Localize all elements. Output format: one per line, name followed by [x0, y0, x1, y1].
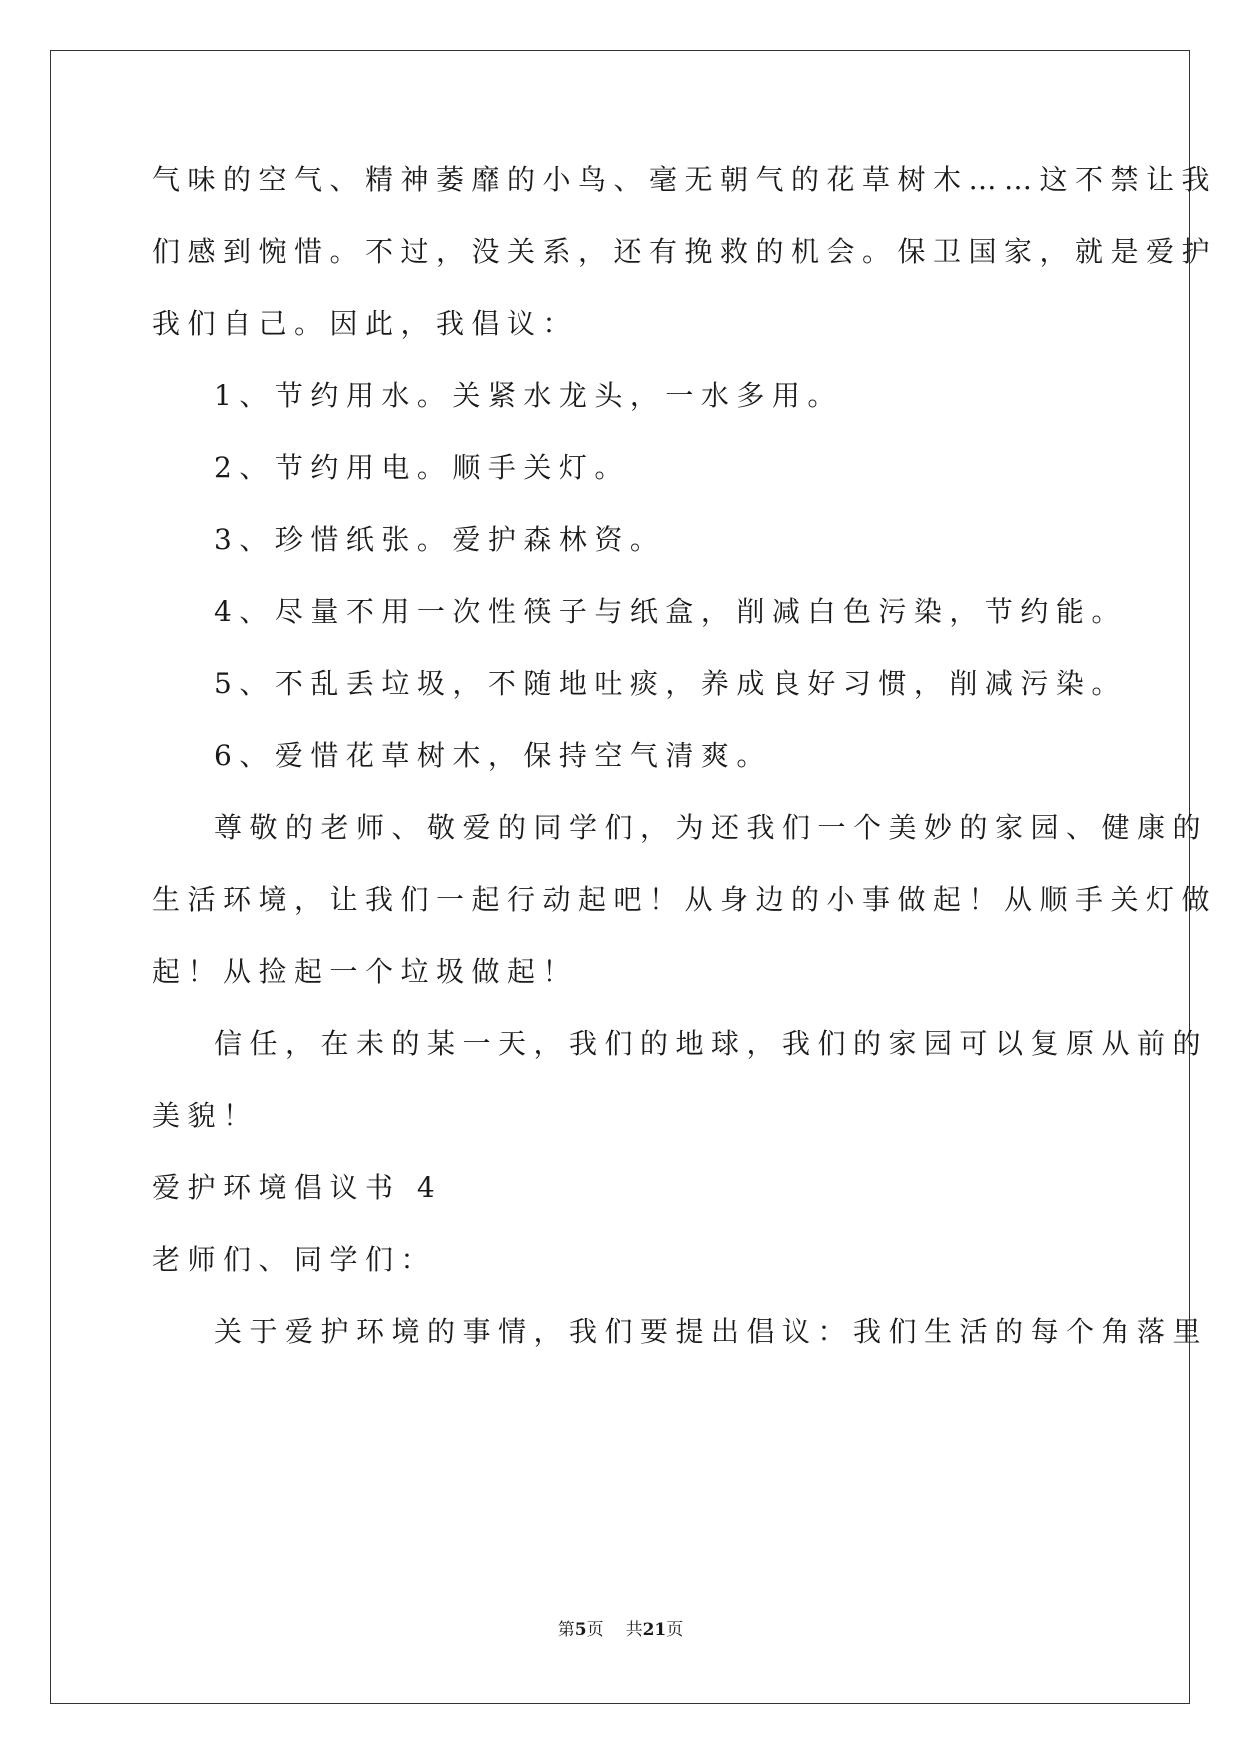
paragraph-line: 尊敬的老师、敬爱的同学们，为还我们一个美妙的家园、健康的	[214, 811, 1209, 844]
salutation: 老师们、同学们：	[152, 1243, 437, 1276]
paragraph-line: 起！从捡起一个垃圾做起！	[152, 955, 579, 988]
total-prefix: 共	[625, 1620, 643, 1640]
list-item: 4、尽量不用一次性筷子与纸盒，削减白色污染，节约能。	[214, 595, 1127, 628]
paragraph-line: 我们自己。因此，我倡议：	[152, 307, 579, 340]
paragraph-line: 信任，在未的某一天，我们的地球，我们的家园可以复原从前的	[214, 1027, 1209, 1060]
page-prefix: 第	[557, 1620, 575, 1640]
paragraph-line: 生活环境，让我们一起行动起吧！从身边的小事做起！从顺手关灯做	[152, 883, 1218, 916]
list-item: 2、节约用电。顺手关灯。	[214, 451, 630, 484]
list-item: 1、节约用水。关紧水龙头，一水多用。	[214, 379, 843, 412]
total-suffix: 页	[666, 1620, 684, 1640]
paragraph-line: 气味的空气、精神萎靡的小鸟、毫无朝气的花草树木……这不禁让我	[152, 163, 1218, 196]
page-number: 5	[574, 1620, 587, 1640]
total-pages: 21	[642, 1620, 667, 1640]
section-heading: 爱护环境倡议书 4	[152, 1171, 443, 1204]
paragraph-line: 们感到惋惜。不过，没关系，还有挽救的机会。保卫国家，就是爱护	[152, 235, 1218, 268]
page-suffix: 页	[586, 1620, 604, 1640]
page-footer	[0, 1618, 1241, 1642]
paragraph-line: 关于爱护环境的事情，我们要提出倡议：我们生活的每个角落里	[214, 1315, 1209, 1348]
list-item: 3、珍惜纸张。爱护森林资。	[214, 523, 666, 556]
list-item: 6、爱惜花草树木，保持空气清爽。	[214, 739, 772, 772]
list-item: 5、不乱丢垃圾，不随地吐痰，养成良好习惯，削减污染。	[214, 667, 1127, 700]
page-border	[50, 50, 1190, 1704]
paragraph-line: 美貌！	[152, 1099, 259, 1132]
